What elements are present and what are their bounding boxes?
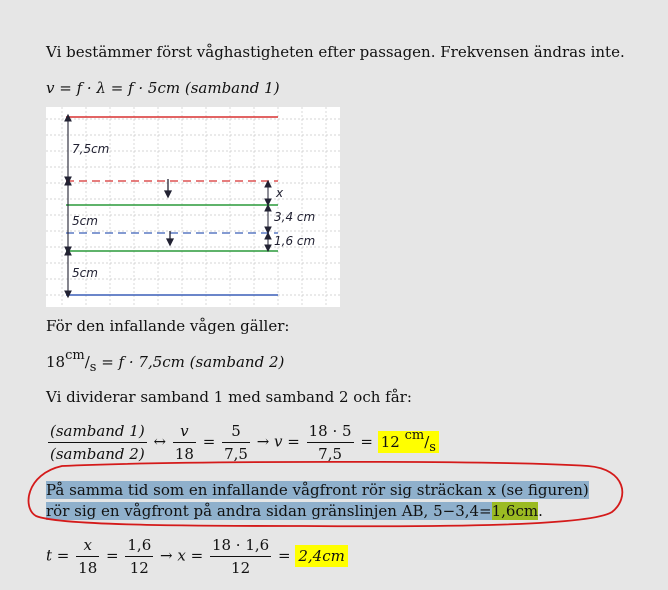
- fraction-v-18: $\frac{v}{18}$: [174, 422, 194, 463]
- red-annotation-loop: [22, 460, 634, 530]
- label-5cm-bottom: 5cm: [72, 266, 98, 280]
- result-12-cm-s: 12 $^{cm}/_s$: [378, 431, 439, 453]
- equation-1: [46, 79, 280, 97]
- equiv-arrow: ↔: [153, 432, 167, 451]
- fraction-x-18: $\frac{x}{18}$: [78, 536, 98, 577]
- paragraph-green-value: 1,6cm: [491, 502, 539, 520]
- fraction-18x1-6: $\frac{18 \cdot 1,6}{12}$: [211, 536, 270, 577]
- fraction-1-6-12: $\frac{1,6}{12}$: [127, 536, 152, 577]
- implies-x: → x =: [160, 546, 204, 565]
- t-equals: t =: [46, 546, 70, 565]
- equation-2-tag: (samband 2): [189, 353, 285, 371]
- equation-4: [46, 536, 348, 577]
- equation-2-value: 18: [46, 353, 66, 371]
- fraction-samband: $\frac{\text{(samband 1)}}{\text{(samband 2)}}$: [50, 422, 145, 463]
- paragraph-end: .: [538, 502, 543, 520]
- wave-figure: [46, 107, 340, 307]
- equals-sign-2: =: [360, 432, 373, 451]
- equation-2: [46, 350, 284, 375]
- paragraph-main-text: På samma tid som en infallande vågfront rör sig sträckan x (se figuren) rör sig en vågfront på andra sidan gränslinjen AB, 5−3,4=: [46, 481, 589, 520]
- equation-2-unit: $^{cm}/_s$: [65, 348, 97, 375]
- equation-2-expression: = f · 7,5cm: [101, 353, 185, 371]
- equals-sign-3: =: [106, 546, 119, 565]
- equation-1-expression: v = f · λ = f · 5cm: [46, 79, 181, 97]
- divide-text: Vi dividerar samband 1 med samband 2 och får:: [46, 388, 412, 406]
- result-2-4cm: 2,4cm: [295, 545, 347, 567]
- label-7-5cm: 7,5cm: [72, 142, 110, 156]
- equals-sign: =: [202, 432, 216, 451]
- incident-wave-text: För den infallande vågen gäller:: [46, 317, 290, 335]
- fraction-18x5: $\frac{18 \cdot 5}{7,5}$: [308, 422, 352, 463]
- equation-1-tag: (samband 1): [184, 79, 280, 97]
- implies-v: → v =: [256, 432, 300, 451]
- equation-3: [46, 422, 439, 463]
- label-5cm-mid: 5cm: [72, 214, 98, 228]
- intro-text: Vi bestämmer först våghastigheten efter passagen. Frekvensen ändras inte.: [46, 43, 625, 61]
- label-x: x: [276, 186, 284, 200]
- label-3-4cm: 3,4 cm: [274, 210, 316, 224]
- label-1-6cm: 1,6 cm: [274, 234, 316, 248]
- fraction-5-7-5: $\frac{5}{7,5}$: [224, 422, 248, 463]
- equals-sign-4: =: [277, 546, 291, 565]
